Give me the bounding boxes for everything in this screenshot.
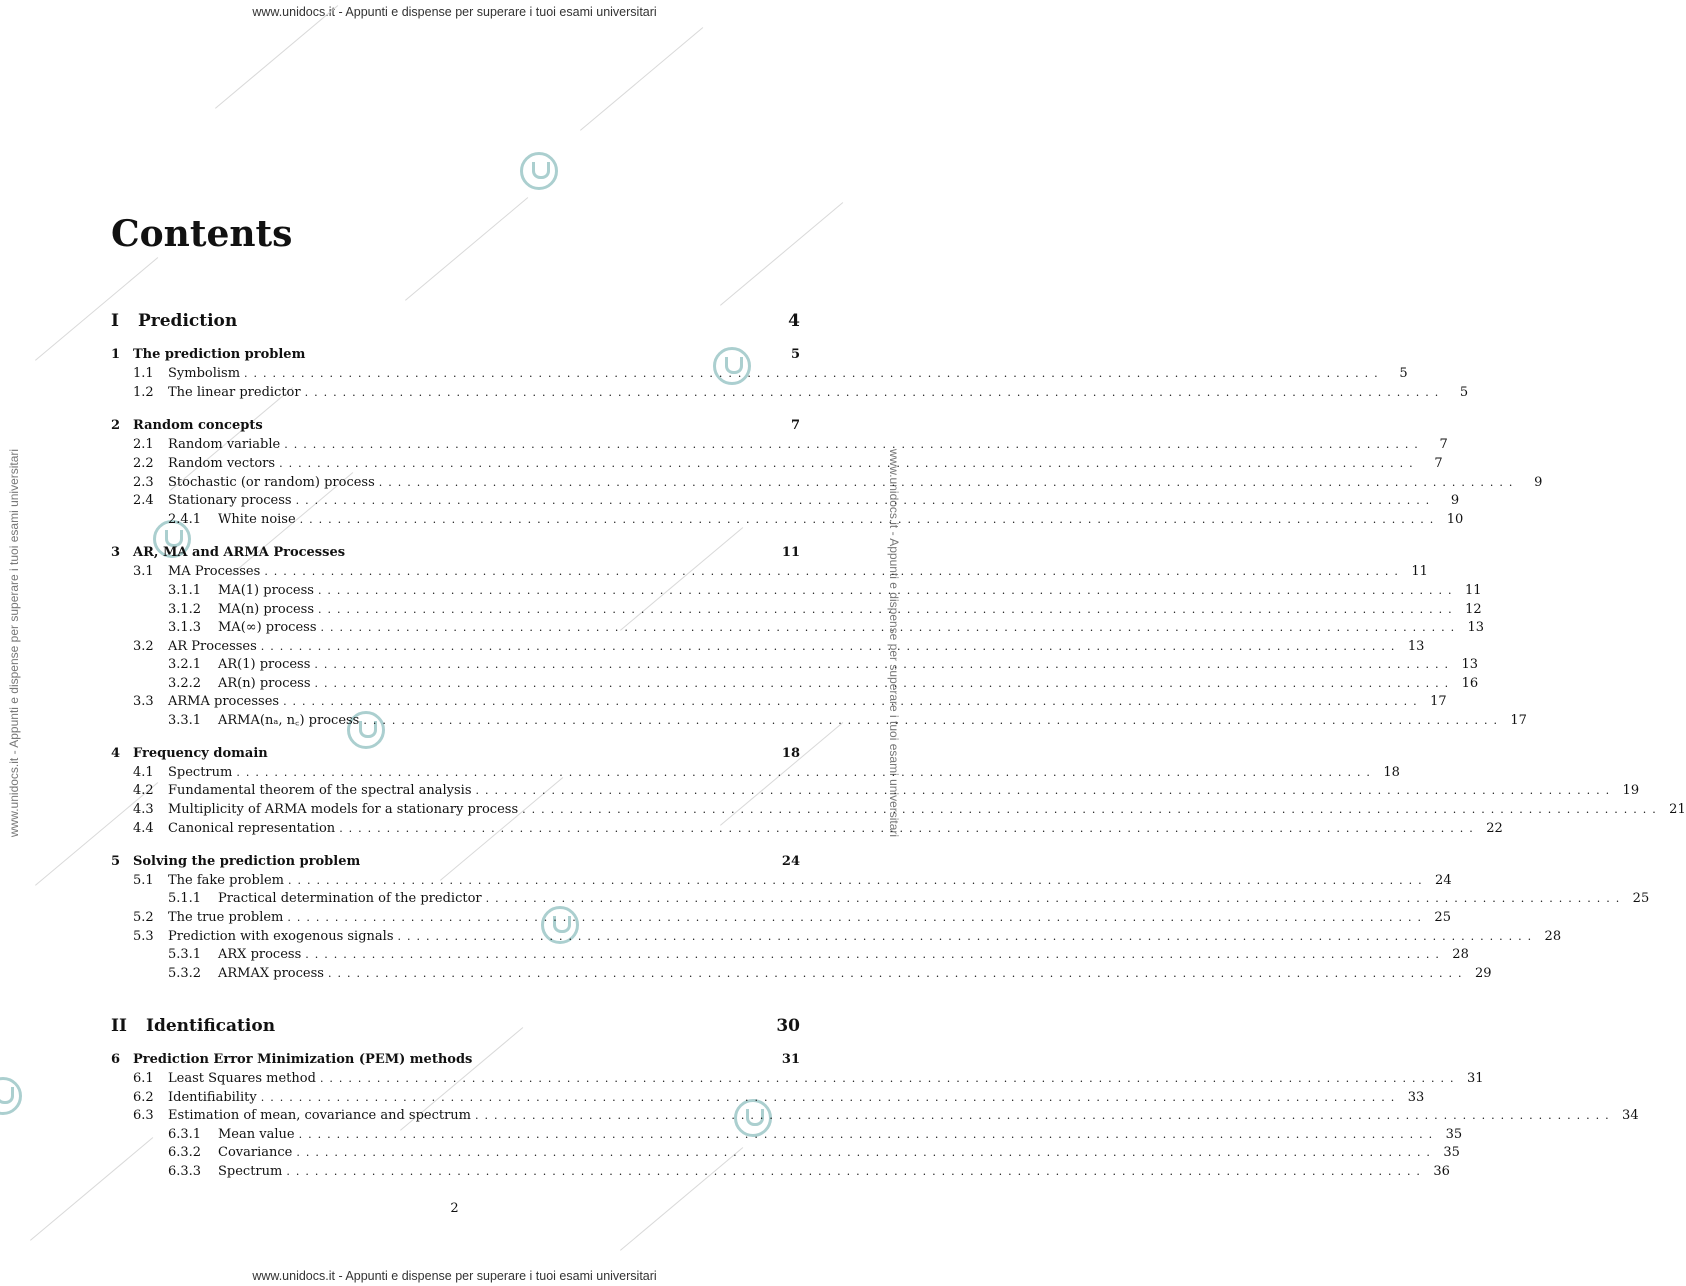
toc-entry-sub[interactable] [111,581,1482,600]
toc-leader-dots: ........................................................................................................................ [298,1128,1439,1141]
toc-entry-page: 11 [1464,583,1482,598]
toc-entry-page: 34 [1622,1108,1639,1123]
toc-entry-sec[interactable] [111,1069,1484,1088]
toc-entry-title: MA(∞) process [218,620,317,635]
toc-entry-title: White noise [218,512,296,527]
toc-entry-sub[interactable] [111,674,1479,693]
toc-entry-title: AR Processes [168,639,257,654]
toc-entry-page: 5 [1399,366,1408,381]
toc-entry-number: 5.3 [133,929,154,944]
toc-entry-number: 2 [111,418,121,433]
toc-entry-title: Identification [146,1016,276,1036]
toc-entry-page: 16 [1461,676,1479,691]
toc-entry-number: 3.1.3 [168,620,202,635]
toc-entry-page: 7 [1434,456,1443,471]
toc-entry-number: 3.2 [133,639,154,654]
toc-entry-sub[interactable] [111,889,1650,908]
toc-entry-title: AR(n) process [218,676,311,691]
toc-entry-number: 6.3 [133,1108,154,1123]
toc-entry-number: 5.1 [133,873,154,888]
watermark-bottom: www.unidocs.it - Appunti e dispense per superare i tuoi esami universitari [252,1269,657,1283]
toc-entry-page: 11 [781,545,800,560]
toc-entry-chap[interactable] [111,1050,800,1069]
toc-entry-number: 6 [111,1052,121,1067]
toc-entry-sub[interactable] [111,1125,1463,1144]
toc-entry-number: 5.3.1 [168,947,202,962]
toc-entry-title: The true problem [168,910,284,925]
toc-entry-part[interactable] [111,1014,800,1038]
toc-entry-number: 6.3.3 [168,1164,202,1179]
toc-entry-title: Mean value [218,1127,295,1142]
toc-entry-number: 6.2 [133,1090,154,1105]
watermark-right: www.unidocs.it - Appunti e dispense per superare i tuoi esami universitari [887,448,901,838]
toc-entry-chap[interactable] [111,744,800,763]
toc-entry-number: 3.1 [133,564,154,579]
toc-entry-sec[interactable] [111,800,1686,819]
toc-entry-number: 1.1 [133,366,154,381]
toc-entry-number: 4.1 [133,765,154,780]
toc-entry-title: AR, MA and ARMA Processes [133,545,346,560]
toc-entry-title: ARX process [218,947,302,962]
toc-leader-dots: ........................................................................................................................ [260,640,1401,653]
toc-leader-dots: ........................................................................................................................ [327,967,1468,980]
toc-entry-number: I [111,311,119,331]
toc-entry-sub[interactable] [111,964,1492,983]
toc-entry-title: AR(1) process [218,657,311,672]
toc-entry-page: 28 [1544,929,1562,944]
toc-entry-sub[interactable] [111,618,1485,637]
toc-entry-sec[interactable] [111,562,1428,581]
toc-entry-page: 30 [776,1016,800,1036]
toc-entry-page: 17 [1430,694,1447,709]
toc-entry-sub[interactable] [111,1162,1450,1181]
toc-entry-title: MA(1) process [218,583,314,598]
toc-entry-page: 25 [1632,891,1650,906]
page-title: Contents [111,213,293,255]
toc-entry-number: 5.3.2 [168,966,202,981]
watermark-line [580,27,703,131]
toc-leader-dots: ........................................................................................................................ [288,874,1428,887]
toc-entry-number: 4 [111,746,121,761]
toc-entry-number: 6.3.2 [168,1145,202,1160]
toc-entry-number: 6.1 [133,1071,154,1086]
toc-entry-number: 5.2 [133,910,154,925]
toc-leader-dots: ........................................................................................................................ [304,386,1445,399]
toc-entry-sec[interactable] [111,763,1400,782]
toc-entry-page: 25 [1434,910,1451,925]
toc-entry-page: 9 [1450,493,1460,508]
toc-entry-title: Symbolism [168,366,241,381]
toc-entry-title: Random vectors [168,456,276,471]
toc-entry-page: 35 [1445,1127,1463,1142]
watermark-line [405,197,528,301]
toc-entry-title: Covariance [218,1145,293,1160]
toc-entry-number: 3.1.1 [168,583,202,598]
toc-entry-sec[interactable] [111,383,1469,402]
toc-entry-title: ARMAX process [218,966,324,981]
toc-leader-dots: ........................................................................................................................ [244,367,1384,380]
toc-leader-dots: ........................................................................................................................ [363,714,1503,727]
toc-entry-number: 2.4.1 [168,512,202,527]
toc-entry-page: 18 [781,746,800,761]
watermark-top: www.unidocs.it - Appunti e dispense per superare i tuoi esami universitari [252,5,657,19]
toc-leader-dots: ........................................................................................................................ [317,584,1458,597]
toc-entry-chap[interactable] [111,543,800,562]
toc-entry-title: Stationary process [168,493,292,508]
toc-entry-sec[interactable] [111,435,1448,454]
watermark-line [720,202,843,306]
toc-entry-number: 1 [111,347,121,362]
toc-entry-number: 5.1.1 [168,891,202,906]
toc-entry-title: Spectrum [168,765,233,780]
toc-entry-number: 6.3.1 [168,1127,202,1142]
toc-entry-title: Prediction Error Minimization (PEM) methods [133,1052,473,1067]
toc-entry-title: Stochastic (or random) process [168,475,375,490]
toc-leader-dots: ........................................................................................................................ [296,1146,1436,1159]
toc-entry-page: 12 [1465,602,1482,617]
unidocs-logo-icon [520,152,558,190]
toc-entry-page: 11 [1411,564,1428,579]
toc-entry-page: 29 [1475,966,1492,981]
toc-entry-page: 21 [1669,802,1686,817]
toc-leader-dots: ........................................................................................................................ [318,603,1458,616]
toc-entry-sec[interactable] [111,927,1562,946]
toc-leader-dots: ........................................................................................................................ [286,1165,1426,1178]
toc-entry-number: 3.2.2 [168,676,202,691]
toc-leader-dots: ........................................................................................................................ [314,677,1455,690]
toc-entry-sub[interactable] [111,600,1482,619]
toc-leader-dots: ........................................................................................................................ [284,438,1424,451]
toc-entry-title: MA(n) process [218,602,315,617]
toc-entry-title: The prediction problem [133,347,306,362]
toc-leader-dots: ........................................................................................................................ [236,766,1376,779]
toc-entry-title: The linear predictor [168,385,301,400]
toc-entry-sec[interactable] [111,819,1503,838]
toc-entry-title: ARMA processes [168,694,280,709]
toc-leader-dots: ........................................................................................................................ [339,822,1479,835]
toc-entry-part[interactable] [111,309,800,333]
toc-entry-sec[interactable] [111,473,1543,492]
watermark-left: www.unidocs.it - Appunti e dispense per superare i tuoi esami universitari [7,448,21,838]
toc-entry-page: 35 [1443,1145,1460,1160]
toc-entry-page: 7 [1439,437,1448,452]
toc-entry-sec[interactable] [111,908,1451,927]
toc-entry-title: Random concepts [133,418,263,433]
toc-entry-title: Solving the prediction problem [133,854,361,869]
toc-entry-page: 13 [1461,657,1478,672]
toc-entry-title: Frequency domain [133,746,268,761]
toc-entry-page: 5 [790,347,800,362]
toc-entry-sub[interactable] [111,711,1527,730]
toc-entry-title: MA Processes [168,564,261,579]
toc-entry-page: 22 [1486,821,1503,836]
toc-entry-chap[interactable] [111,345,800,364]
toc-entry-title: Multiplicity of ARMA models for a stationary process [168,802,519,817]
toc-leader-dots: ........................................................................................................................ [475,784,1616,797]
toc-entry-page: 24 [781,854,800,869]
toc-leader-dots: ........................................................................................................................ [283,695,1423,708]
toc-entry-title: Spectrum [218,1164,283,1179]
toc-entry-number: 3 [111,545,121,560]
toc-entry-number: 2.3 [133,475,154,490]
unidocs-logo-icon [0,1077,22,1115]
toc-entry-page: 24 [1435,873,1452,888]
watermark-line [215,5,338,109]
toc-leader-dots: ........................................................................................................................ [319,1072,1460,1085]
toc-entry-title: Identifiability [168,1090,257,1105]
toc-entry-title: Practical determination of the predictor [218,891,482,906]
toc-entry-page: 33 [1407,1090,1425,1105]
toc-entry-title: Least Squares method [168,1071,316,1086]
toc-entry-sub[interactable] [111,510,1464,529]
toc-entry-page: 31 [1466,1071,1484,1086]
toc-leader-dots: ........................................................................................................................ [485,892,1626,905]
toc-entry-page: 10 [1446,512,1464,527]
toc-entry-number: 4.3 [133,802,154,817]
toc-entry-chap[interactable] [111,416,800,435]
toc-entry-chap[interactable] [111,852,800,871]
toc-leader-dots: ........................................................................................................................ [305,948,1445,961]
toc-entry-page: 36 [1433,1164,1450,1179]
toc-leader-dots: ........................................................................................................................ [264,565,1404,578]
toc-leader-dots: ........................................................................................................................ [279,457,1419,470]
toc-leader-dots: ........................................................................................................................ [378,476,1519,489]
toc-entry-sec[interactable] [111,454,1443,473]
toc-leader-dots: ........................................................................................................................ [320,621,1461,634]
toc-entry-title: The fake problem [168,873,284,888]
toc-entry-title: Canonical representation [168,821,336,836]
toc-entry-sub[interactable] [111,1143,1460,1162]
toc-entry-sec[interactable] [111,871,1452,890]
toc-entry-page: 9 [1534,475,1543,490]
toc-leader-dots: ........................................................................................................................ [314,658,1454,671]
toc-leader-dots: ........................................................................................................................ [475,1109,1615,1122]
toc-entry-page: 18 [1383,765,1400,780]
page-number: 2 [450,1201,459,1216]
toc-leader-dots: ........................................................................................................................ [522,803,1662,816]
toc-entry-title: Prediction [138,311,238,331]
toc-entry-number: 3.3.1 [168,713,202,728]
toc-entry-sec[interactable] [111,1106,1639,1125]
toc-entry-page: 19 [1622,783,1640,798]
toc-entry-number: 2.2 [133,456,154,471]
toc-entry-page: 28 [1452,947,1469,962]
toc-entry-sub[interactable] [111,655,1478,674]
toc-entry-number: 3.2.1 [168,657,202,672]
toc-entry-number: II [111,1016,127,1036]
toc-leader-dots: ........................................................................................................................ [397,930,1538,943]
toc-entry-page: 13 [1407,639,1425,654]
toc-entry-page: 5 [1459,385,1469,400]
toc-entry-sec[interactable] [111,364,1408,383]
toc-entry-sec[interactable] [111,1088,1425,1107]
toc-entry-number: 1.2 [133,385,154,400]
toc-entry-number: 3.1.2 [168,602,202,617]
toc-entry-page: 7 [790,418,800,433]
toc-entry-number: 4.2 [133,783,154,798]
toc-leader-dots: ........................................................................................................................ [287,911,1427,924]
toc-entry-number: 4.4 [133,821,154,836]
toc-entry-number: 2.4 [133,493,154,508]
toc-entry-page: 17 [1510,713,1527,728]
toc-entry-number: 3.3 [133,694,154,709]
toc-entry-page: 4 [788,311,800,331]
toc-entry-sec[interactable] [111,637,1425,656]
toc-entry-page: 13 [1467,620,1485,635]
toc-entry-title: Fundamental theorem of the spectral analysis [168,783,472,798]
toc-entry-number: 5 [111,854,121,869]
toc-entry-title: ARMA(nₐ, n꜀) process [218,713,360,728]
toc-entry-title: Prediction with exogenous signals [168,929,394,944]
toc-entry-sec[interactable] [111,692,1447,711]
toc-entry-sub[interactable] [111,945,1469,964]
toc-entry-page: 31 [781,1052,800,1067]
toc-leader-dots: ........................................................................................................................ [260,1091,1401,1104]
toc-entry-title: Estimation of mean, covariance and spectrum [168,1108,471,1123]
toc-entry-sec[interactable] [111,781,1640,800]
toc-leader-dots: ........................................................................................................................ [299,513,1440,526]
toc-leader-dots: ........................................................................................................................ [295,494,1436,507]
toc-entry-title: Random variable [168,437,281,452]
toc-entry-sec[interactable] [111,491,1460,510]
toc-entry-number: 2.1 [133,437,154,452]
